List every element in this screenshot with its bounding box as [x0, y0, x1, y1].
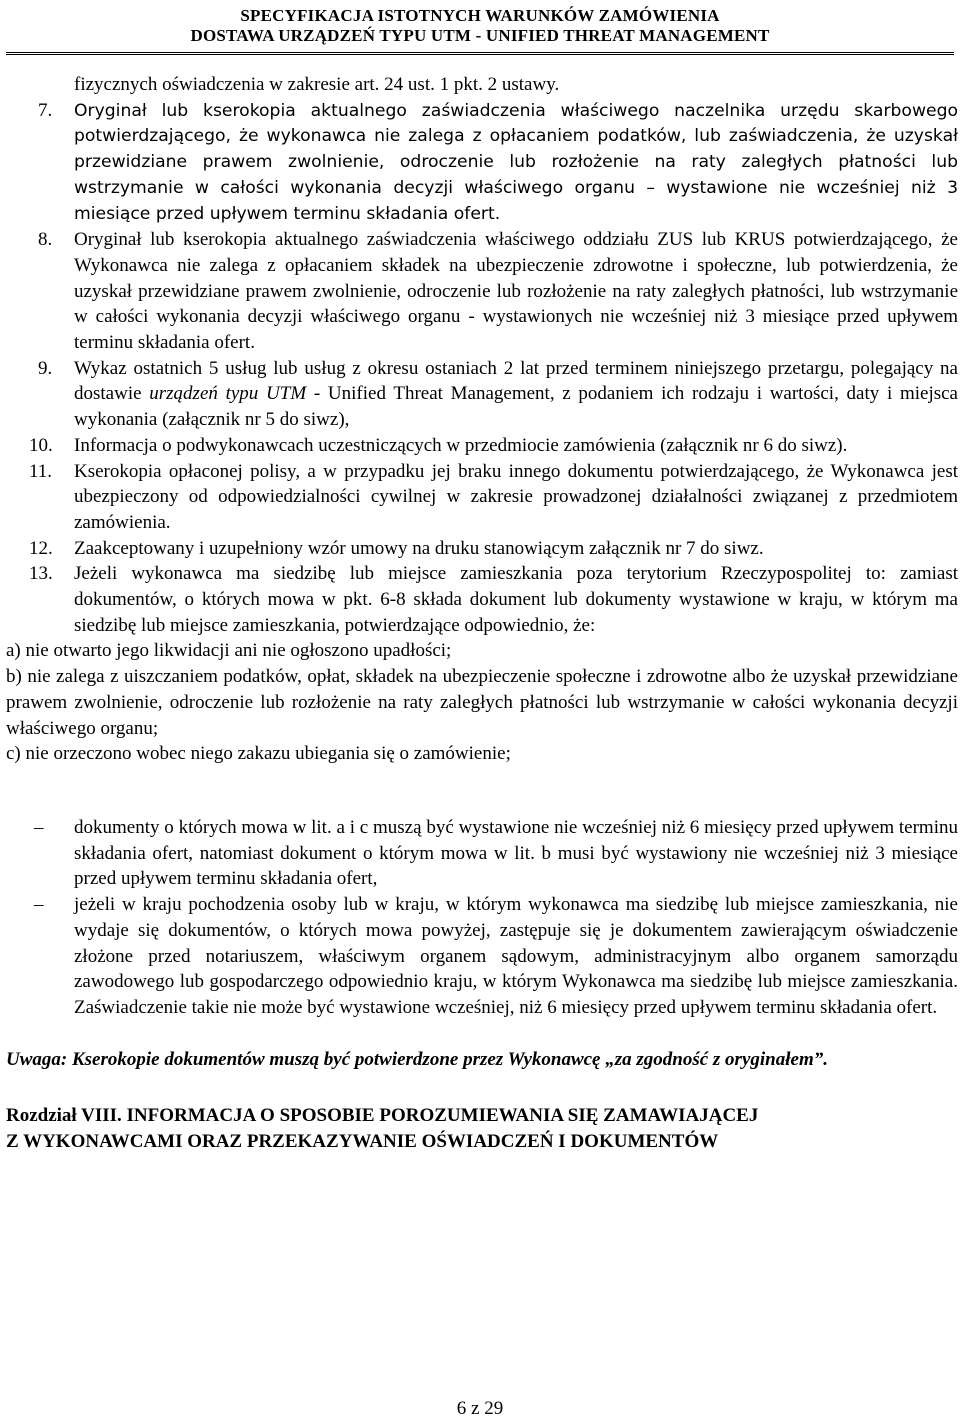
- sub-item-c: c) nie orzeczono wobec niego zakazu ubiegania się o zamówienie;: [6, 743, 511, 765]
- sub-item-a: a) nie otwarto jego likwidacji ani nie ogłoszono upadłości;: [6, 640, 452, 662]
- dash-item-1: [6, 815, 958, 892]
- item-number: 11.: [29, 460, 53, 482]
- page-number: 6 z 29: [456, 1398, 504, 1419]
- item-text: Kserokopia opłaconej polisy, a w przypadku jej braku innego dokumentu potwierdzającego, że Wykonawca jest ubezpieczony od odpowiedzialności cywilnej w zakresie prowadzonej działalności związanej z przedmiotem zamówienia.: [74, 460, 958, 533]
- list-item-7: [6, 98, 958, 228]
- chapter-heading-line-1: Rozdział VIII. INFORMACJA O SPOSOBIE POROZUMIEWANIA SIĘ ZAMAWIAJĄCEJ: [6, 1105, 759, 1127]
- dash-bullet: –: [34, 816, 44, 838]
- list-item-13: [6, 561, 958, 638]
- note-warning: Uwaga: Kserokopie dokumentów muszą być potwierdzone przez Wykonawcę „za zgodność z oryginałem”.: [6, 1048, 828, 1070]
- item-number: 10.: [29, 434, 53, 456]
- item-text-emphasis: urządzeń typu UTM: [149, 383, 314, 405]
- chapter-heading-line-2: Z WYKONAWCAMI ORAZ PRZEKAZYWANIE OŚWIADCZEŃ I DOKUMENTÓW: [6, 1131, 719, 1153]
- page-header: [0, 6, 960, 46]
- item-text: Oryginał lub kserokopia aktualnego zaświadczenia właściwego oddziału ZUS lub KRUS potwierdzającego, że Wykonawca nie zalega z opłacaniem składek na ubezpieczenie zdrowotne i społeczne, lub potwierdzenia, że uzyskał przewidziane prawem zwolnienie, odroczenie lub rozłożenie na raty zaległych płatności, lub wstrzymanie w całości wykonania decyzji właściwego organu - wystawionych nie wcześniej niż 3 miesiące przed upływem terminu składania ofert.: [74, 229, 958, 354]
- item-text: Informacja o podwykonawcach uczestniczących w przedmiocie zamówienia (załącznik nr 6 do siwz).: [74, 434, 848, 456]
- item-text: Zaakceptowany i uzupełniony wzór umowy na druku stanowiącym załącznik nr 7 do siwz.: [74, 537, 764, 559]
- header-subtitle: DOSTAWA URZĄDZEŃ TYPU UTM - UNIFIED THREAT MANAGEMENT: [190, 26, 770, 45]
- spacer: [6, 1072, 958, 1103]
- item-text: Jeżeli wykonawca ma siedzibę lub miejsce zamieszkania poza terytorium Rzeczypospolitej to: zamiast dokumentów, o których mowa w pkt. 6-8 składa dokument lub dokumenty wystawione w kraju, w którym ma siedzibę lub miejsce zamieszkania, potwierdzające odpowiednio, że:: [74, 563, 958, 636]
- dash-bullet: –: [34, 894, 44, 916]
- list-item-11: [6, 459, 958, 536]
- item-number: 12.: [29, 537, 53, 559]
- sub-item-b: b) nie zalega z uiszczaniem podatków, opłat, składek na ubezpieczenie społeczne i zdrowotne albo że uzyskał przewidziane prawem zwolnienie, odroczenie lub rozłożenie na raty zaległych płatności lub wstrzymanie w całości wykonania decyzji właściwego organu;: [6, 666, 958, 739]
- item-6-continuation: fizycznych oświadczenia w zakresie art. 24 ust. 1 pkt. 2 ustawy.: [74, 74, 560, 95]
- item-text: - Unified Threat Management, z podaniem ich rodzaju i wartości, daty i miejsca wykonania (załącznik nr 5 do siwz),: [74, 383, 958, 431]
- list-item-10: [6, 433, 958, 459]
- header-title: SPECYFIKACJA ISTOTNYCH WARUNKÓW ZAMÓWIENIA: [240, 6, 720, 25]
- item-number: 13.: [29, 563, 53, 585]
- item-number: 8.: [38, 229, 53, 251]
- header-divider: [6, 52, 954, 55]
- dash-item-text: jeżeli w kraju pochodzenia osoby lub w kraju, w którym wykonawca ma siedzibę lub miejsce zamieszkania, nie wydaje się dokumentów, o których mowa powyżej, zastępuje się je dokumentem zawierającym oświadczenie złożone przed notariuszem, właściwym organem sądowym, administracyjnym albo organem samorządu zawodowego lub gospodarczego odpowiednio kraju, w którym Wykonawca ma siedzibę lub miejsce zamieszkania. Zaświadczenie takie nie może być wystawione wcześniej, niż 6 miesięcy przed upływem terminu składania ofert.: [74, 894, 958, 1018]
- item-number: 9.: [38, 357, 53, 379]
- spacer: [6, 1021, 958, 1047]
- dash-item-text: dokumenty o których mowa w lit. a i c muszą być wystawione nie wcześniej niż 6 miesięcy przed upływem terminu składania ofert, natomiast dokument o którym mowa w lit. b musi być wystawiony nie wcześniej niż 3 miesiące przed upływem terminu składania ofert,: [74, 816, 958, 890]
- item-text: Wykaz ostatnich 5 usług lub usług z okresu ostaniach 2 lat przed terminem niniejszego przetargu, polegający na dostawie: [74, 357, 958, 405]
- spacer: [6, 767, 958, 815]
- item-text: Oryginał lub kserokopia aktualnego zaświadczenia właściwego naczelnika urzędu skarbowego potwierdzającego, że wykonawca nie zalega z opłacaniem podatków, lub zaświadczenia, że uzyskał przewidziane prawem zwolnienie, odroczenie lub rozłożenie na raty zaległych płatności lub wstrzymanie w całości wykonania decyzji właściwego organu – wystawione nie wcześniej niż 3 miesiące przed upływem terminu składania ofert.: [74, 100, 958, 224]
- item-number: 7.: [38, 99, 53, 121]
- list-item-8: [6, 227, 958, 356]
- list-item-9: [6, 356, 958, 433]
- document-body: [6, 72, 958, 1155]
- list-item-12: [6, 536, 958, 562]
- dash-item-2: [6, 892, 958, 1021]
